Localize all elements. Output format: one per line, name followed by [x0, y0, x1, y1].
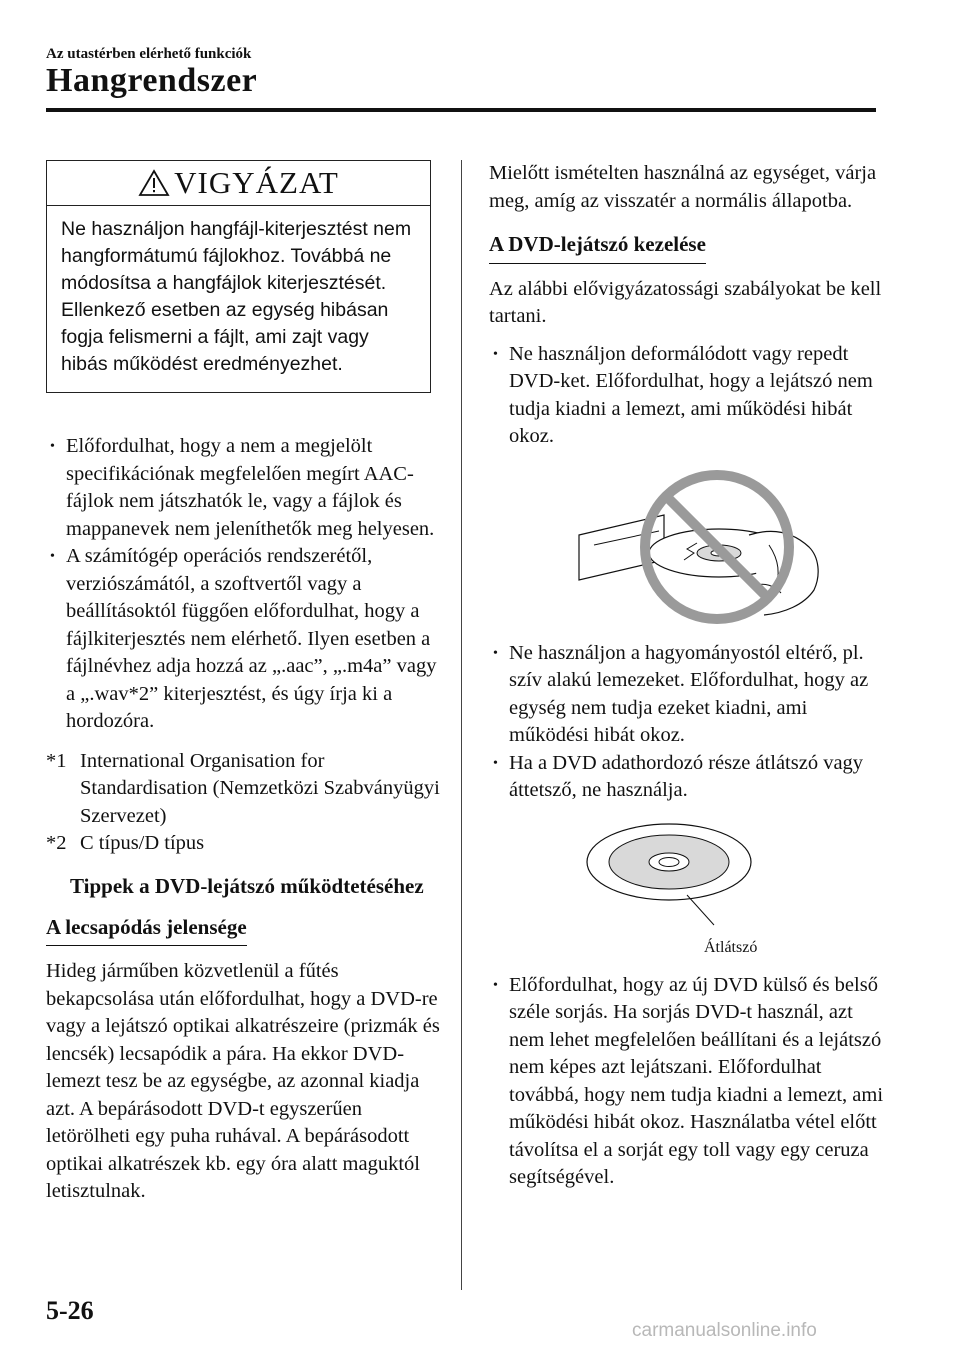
footnote	[46, 830, 441, 858]
footnote-mark: *2	[46, 832, 67, 854]
caution-text: Ne használjon hangfájl-kiterjesztést nem hangformátumú fájlokhoz. Továbbá ne módosítsa a hangfájlok kiterjesztését. Ellenkező esetben az egység hibásan fogja felismerni a fájlt, ami zajt vagy hibás működést eredményezhet.	[61, 218, 412, 375]
tips-heading: Tippek a DVD-lejátszó működtetéséhez	[70, 873, 424, 898]
bullet-dot: •	[50, 549, 55, 564]
transparent-disc-illustration	[579, 817, 779, 932]
list-item	[489, 640, 884, 750]
right-column	[489, 160, 884, 1192]
section-heading-dvd-handling: A DVD-lejátszó kezelése	[489, 231, 706, 264]
dvd-bullet-list-3	[489, 972, 884, 1192]
footnote	[46, 748, 441, 831]
caution-title: VIGYÁZAT	[174, 165, 339, 201]
list-item-text: A számítógép operációs rendszerétől, verziószámától, a szoftvertől vagy a beállításoktól függően előfordulhat, hogy a fájlkiterjesztés nem elérhető. Ilyen esetben a fájlnévhez adja hozzá az „.aac”, „.m4a” vagy a „.wav*2” kiterjesztést, és úgy írja ki a hordozóra.	[66, 545, 437, 732]
section-heading-condensation: A lecsapódás jelensége	[46, 914, 247, 947]
dvd-bullet-list-2	[489, 640, 884, 805]
warning-triangle-icon	[138, 169, 170, 197]
watermark: carmanualsonline.info	[632, 1320, 817, 1341]
bullet-dot: •	[493, 755, 498, 771]
footnote-text: C típus/D típus	[80, 832, 205, 854]
breadcrumb: Az utastérben elérhető funkciók	[46, 46, 252, 62]
footnote-mark: *1	[46, 749, 67, 772]
list-item-text: Ne használjon a hagyományostól eltérő, pl. szív alakú lemezeket. Előfordulhat, hogy az egység nem tudja ezeket kiadni, ami működési hibát okoz.	[509, 641, 869, 746]
column-divider	[461, 160, 462, 1290]
transparent-label: Átlátszó	[704, 938, 758, 956]
intro-paragraph: Mielőtt ismételten használná az egységet, várja meg, amíg az visszatér a normális állapotba.	[489, 162, 877, 212]
left-column	[46, 160, 441, 1206]
bullet-dot: •	[493, 645, 498, 661]
left-bullet-list	[46, 433, 441, 736]
list-item-text: Ne használjon deformálódott vagy repedt DVD-ket. Előfordulhat, hogy a lejátszó nem tudja kiadni a lemezt, ami működési hibát okoz.	[509, 342, 873, 447]
condensation-text: Hideg járműben közvetlenül a fűtés bekapcsolása után előfordulhat, hogy a DVD-re vagy a lejátszó optikai alkatrészeire (prizmák és lencsék) lecsapódik a pára. Ha ekkor DVD-lemezt tesz be az egységbe, az azonnal kiadja azt. A bepárásodott DVD-t egyszerűen letörölheti egy puha ruhával. A bepárásodott optikai alkatrészek kb. egy óra alatt maguktól letisztulnak.	[46, 960, 440, 1202]
caution-header	[47, 161, 430, 206]
list-item	[46, 433, 441, 543]
bullet-dot: •	[493, 346, 498, 362]
dvd-handling-intro: Az alábbi elővigyázatossági szabályokat be kell tartani.	[489, 277, 882, 327]
page-number: 5-26	[46, 1296, 94, 1325]
list-item	[489, 750, 884, 805]
list-item	[46, 543, 441, 736]
prohibited-cracked-disc-illustration	[569, 465, 889, 630]
bullet-dot: •	[493, 977, 498, 993]
title-rule	[46, 108, 876, 112]
list-item	[489, 972, 884, 1192]
list-item-text: Előfordulhat, hogy a nem a megjelölt specifikációnak megfelelően megírt AAC-fájlok nem játszhatók le, vagy a fájlok és mappanevek nem jeleníthetők meg helyesen.	[66, 435, 435, 540]
caution-body	[47, 206, 430, 392]
caution-box	[46, 160, 431, 393]
list-item	[489, 341, 884, 451]
list-item-text: Előfordulhat, hogy az új DVD külső és belső széle sorjás. Ha sorjás DVD-t használ, azt nem lehet megfelelően beállítani és a lejátszó nem képes azt lejátszani. Előfordulhat továbbá, hogy nem tudja kiadni a lemezt, ami működési hibát okoz. Használatba vétel előtt távolítsa el a sorját egy toll vagy egy ceruza segítségével.	[509, 973, 884, 1188]
bullet-dot: •	[50, 439, 55, 454]
list-item-text: Ha a DVD adathordozó része átlátszó vagy áttetsző, ne használja.	[509, 751, 864, 801]
footnote-text: International Organisation for Standardisation (Nemzetközi Szabványügyi Szervezet)	[80, 749, 440, 827]
footnotes	[46, 748, 441, 858]
dvd-bullet-list-1	[489, 341, 884, 451]
page-title: Hangrendszer	[46, 62, 258, 99]
